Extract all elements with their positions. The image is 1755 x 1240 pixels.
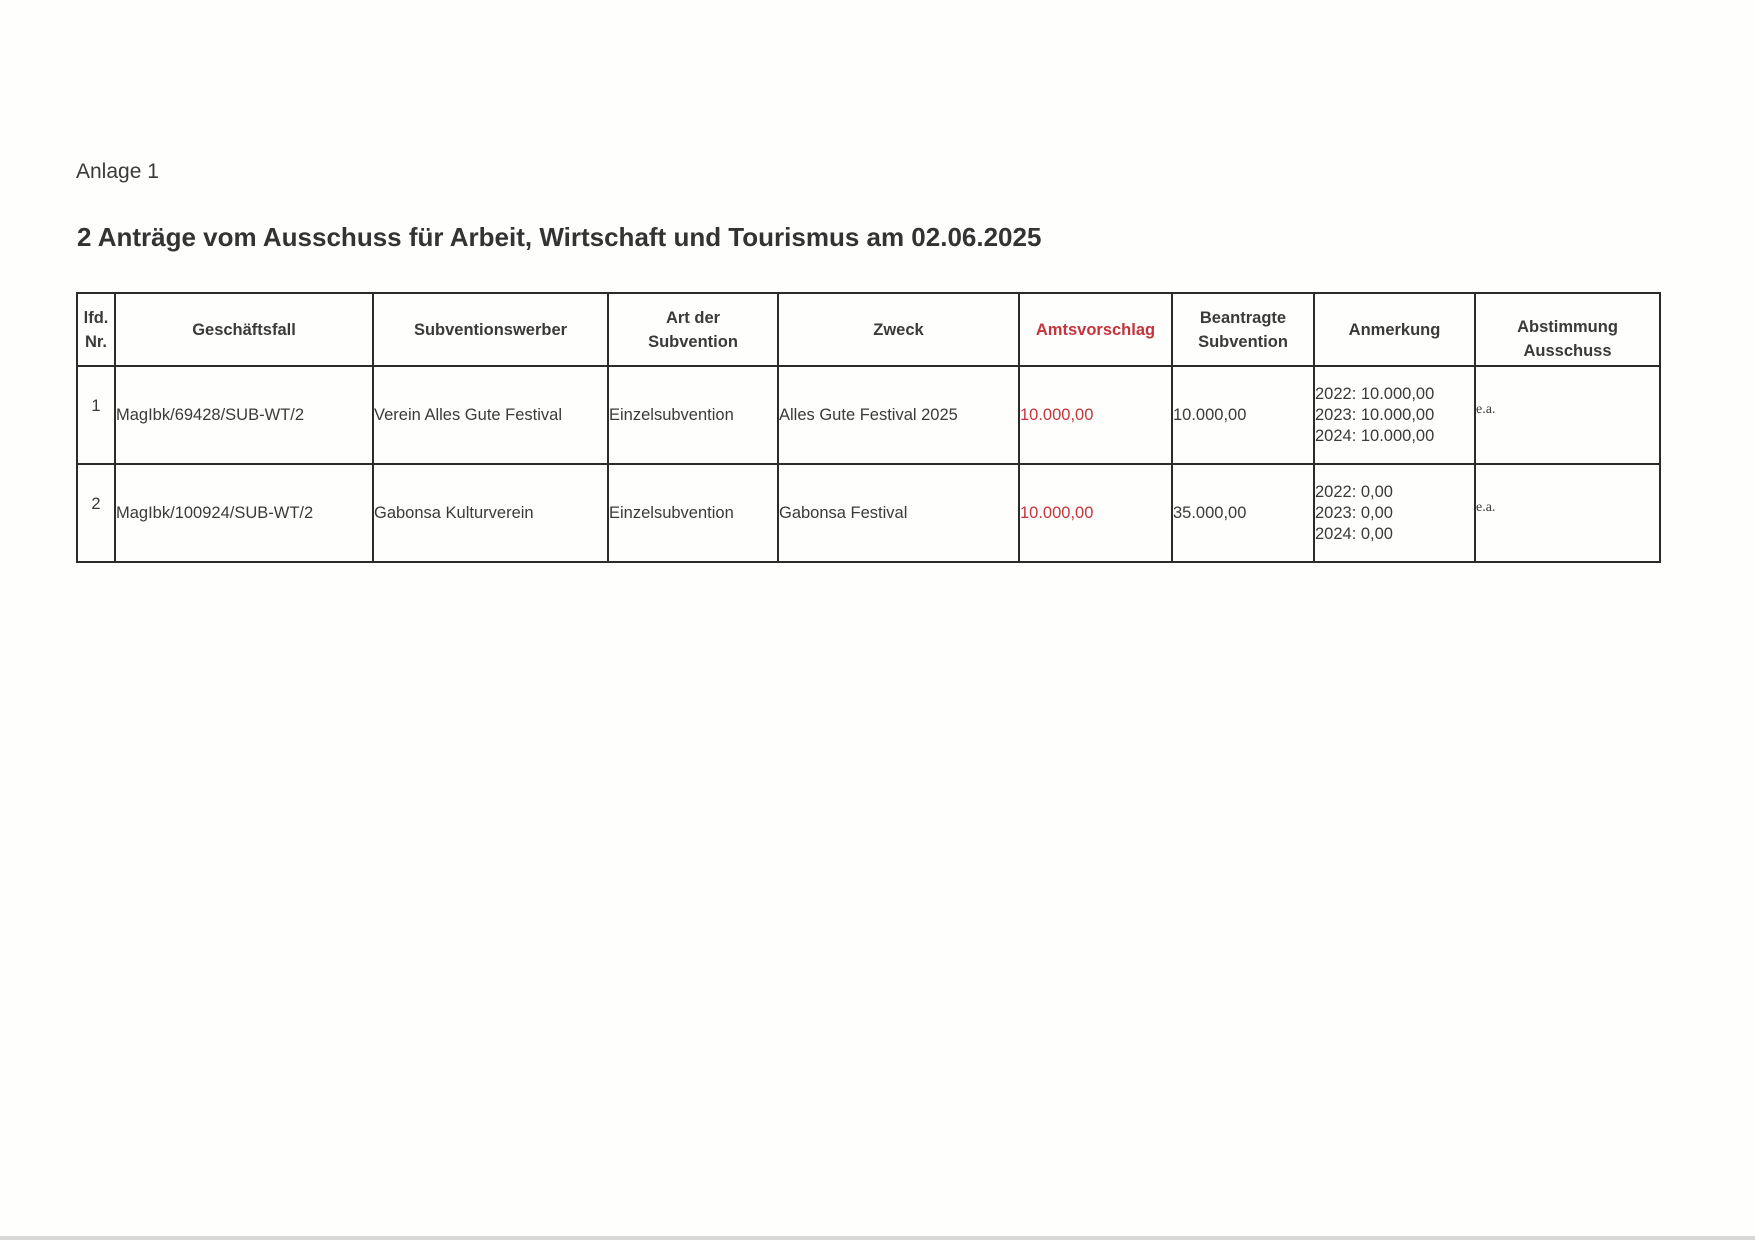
- cell-nr: 2: [77, 464, 115, 562]
- cell-subventionswerber: Gabonsa Kulturverein: [373, 464, 608, 562]
- cell-anmerkung: [1314, 464, 1475, 562]
- anmerkung-line: 2024: 0,00: [1315, 524, 1393, 543]
- cell-beantragte: 10.000,00: [1172, 366, 1314, 464]
- header-abstimmung-line1: Abstimmung: [1517, 318, 1618, 336]
- cell-art: Einzelsubvention: [608, 366, 778, 464]
- header-art: [608, 293, 778, 366]
- attachment-label: Anlage 1: [76, 160, 159, 183]
- scan-bottom-edge: [0, 1236, 1755, 1240]
- cell-amtsvorschlag: 10.000,00: [1019, 366, 1172, 464]
- cell-abstimmung: e.a.: [1475, 464, 1660, 562]
- cell-subventionswerber: Verein Alles Gute Festival: [373, 366, 608, 464]
- header-zweck: Zweck: [778, 293, 1019, 366]
- document-title: 2 Anträge vom Ausschuss für Arbeit, Wirtschaft und Tourismus am 02.06.2025: [77, 222, 1042, 252]
- anmerkung-line: 2022: 10.000,00: [1315, 384, 1435, 403]
- header-art-line1: Art der: [665, 308, 721, 327]
- cell-beantragte: 35.000,00: [1172, 464, 1314, 562]
- cell-zweck: Gabonsa Festival: [778, 464, 1019, 562]
- cell-geschaeftsfall: MagIbk/100924/SUB-WT/2: [115, 464, 373, 562]
- header-nr: [77, 293, 115, 366]
- cell-amtsvorschlag: 10.000,00: [1019, 464, 1172, 562]
- table-header-row: [77, 293, 1660, 366]
- subsidy-table: [76, 292, 1661, 563]
- header-art-line2: Subvention: [648, 332, 738, 351]
- anmerkung-line: 2023: 10.000,00: [1315, 405, 1435, 424]
- anmerkung-line: 2022: 0,00: [1315, 482, 1393, 501]
- header-anmerkung: Anmerkung: [1314, 293, 1475, 366]
- header-nr-line1: lfd.: [83, 308, 109, 327]
- header-abstimmung: [1475, 293, 1660, 366]
- header-subventionswerber: Subventionswerber: [373, 293, 608, 366]
- table-row: [77, 464, 1660, 562]
- cell-abstimmung: e.a.: [1475, 366, 1660, 464]
- subsidy-table-wrapper: [76, 292, 1661, 563]
- cell-nr: 1: [77, 366, 115, 464]
- cell-art: Einzelsubvention: [608, 464, 778, 562]
- cell-geschaeftsfall: MagIbk/69428/SUB-WT/2: [115, 366, 373, 464]
- header-amtsvorschlag: Amtsvorschlag: [1019, 293, 1172, 366]
- header-beantragte: [1172, 293, 1314, 366]
- header-beantragte-line1: Beantragte: [1199, 308, 1287, 327]
- header-nr-line2: Nr.: [84, 332, 107, 351]
- anmerkung-line: 2024: 10.000,00: [1315, 426, 1435, 445]
- header-geschaeftsfall: Geschäftsfall: [115, 293, 373, 366]
- header-beantragte-line2: Subvention: [1198, 332, 1288, 351]
- header-abstimmung-line2: Ausschuss: [1523, 342, 1612, 360]
- table-row: [77, 366, 1660, 464]
- cell-zweck: Alles Gute Festival 2025: [778, 366, 1019, 464]
- cell-anmerkung: [1314, 366, 1475, 464]
- anmerkung-line: 2023: 0,00: [1315, 503, 1393, 522]
